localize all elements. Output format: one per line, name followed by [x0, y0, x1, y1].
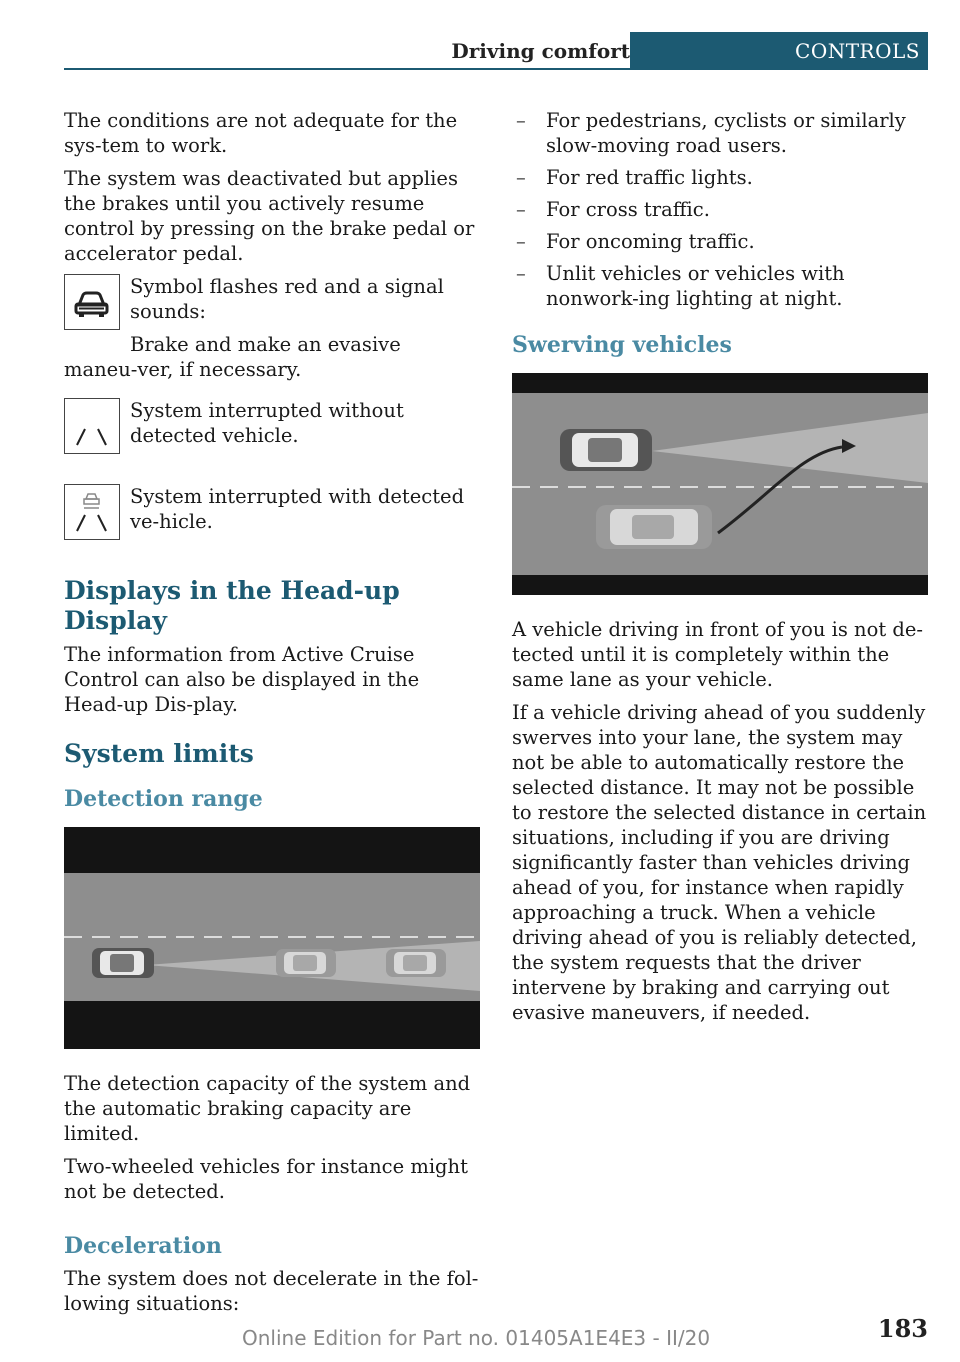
deceleration-exceptions-list	[512, 108, 928, 311]
right-column	[512, 108, 928, 1033]
heading-deceleration: Deceleration	[64, 1233, 222, 1259]
vehicle-detected-icon	[64, 274, 120, 330]
list-item: – For cross traffic.	[516, 198, 710, 221]
interrupted-without-vehicle-text: System interrupted without detected vehicle.	[130, 399, 404, 447]
symbol-row-interrupted	[64, 398, 480, 458]
symbol-row-interrupted-vehicle	[64, 484, 480, 544]
paragraph-conditions: The conditions are not adequate for the sys-tem to work.	[64, 109, 458, 157]
paragraph-not-detected: A vehicle driving in front of you is not de-tected until it is completely within the same lane as your vehicle.	[512, 618, 923, 691]
paragraph-head-up-display: The information from Active Cruise Control can also be displayed in the Head-up Dis-play.	[64, 643, 420, 716]
paragraph-deactivated: The system was deactivated but applies the brakes until you actively resume control by pressing on the brake pedal or accelerator pedal.	[64, 167, 475, 265]
heading-swerving-vehicles: Swerving vehicles	[512, 332, 732, 358]
own-vehicle	[560, 429, 652, 471]
paragraph-detection-capacity: The detection capacity of the system and the automatic braking capacity are limited.	[64, 1072, 471, 1145]
list-dash: –	[516, 230, 526, 253]
edition-footnote: Online Edition for Part no. 01405A1E4E3 - II/20	[242, 1326, 711, 1350]
page-header	[64, 32, 928, 70]
list-dash: –	[516, 166, 526, 189]
vehicle-ahead-1	[276, 949, 336, 977]
list-item: – For oncoming traffic.	[516, 230, 755, 253]
swerving-vehicle	[596, 505, 712, 549]
own-vehicle	[92, 948, 154, 978]
symbol-row-vehicle-detected	[64, 274, 480, 382]
list-item: – Unlit vehicles or vehicles with nonwork-ing lighting at night.	[516, 262, 845, 310]
detection-range-illustration	[64, 827, 480, 1049]
list-dash: –	[516, 262, 526, 285]
header-section-title: Driving comfort	[451, 39, 630, 63]
paragraph-deceleration: The system does not decelerate in the fol-lowing situations:	[64, 1267, 479, 1315]
system-interrupted-vehicle-icon	[64, 484, 120, 540]
heading-detection-range: Detection range	[64, 786, 263, 812]
list-dash: –	[516, 109, 526, 132]
heading-head-up-display: Displays in the Head-up Display	[64, 576, 400, 635]
brake-evasive-text: Brake and make an evasive maneu-ver, if necessary.	[64, 333, 401, 381]
list-dash: –	[516, 198, 526, 221]
interrupted-with-vehicle-text: System interrupted with detected ve-hicle.	[130, 485, 465, 533]
symbol-flashes-text: Symbol flashes red and a signal sounds:	[130, 275, 444, 323]
vehicle-ahead-2	[386, 949, 446, 977]
swerving-vehicles-illustration	[512, 373, 928, 595]
paragraph-swerves-into-lane: If a vehicle driving ahead of you suddenly swerves into your lane, the system may not be able to automatically restore the selected distance. It may not be possible to restore the selected distance in certain situations, including if you are driving significantly faster than vehicles driving ahead of you, for instance when rapidly approaching a truck. When a vehicle driving ahead of you is reliably detected, the system requests that the driver intervene by braking and carrying out evasive maneuvers, if needed.	[512, 701, 927, 1024]
heading-system-limits: System limits	[64, 739, 254, 768]
header-chapter-tab: CONTROLS	[630, 32, 928, 70]
left-column	[64, 108, 480, 1324]
page-number: 183	[877, 1314, 928, 1343]
list-item: – For pedestrians, cyclists or similarly slow-moving road users.	[516, 109, 906, 157]
header-rule	[64, 68, 928, 70]
list-item: – For red traffic lights.	[516, 166, 753, 189]
paragraph-two-wheeled: Two-wheeled vehicles for instance might not be detected.	[64, 1155, 468, 1203]
system-interrupted-icon	[64, 398, 120, 454]
